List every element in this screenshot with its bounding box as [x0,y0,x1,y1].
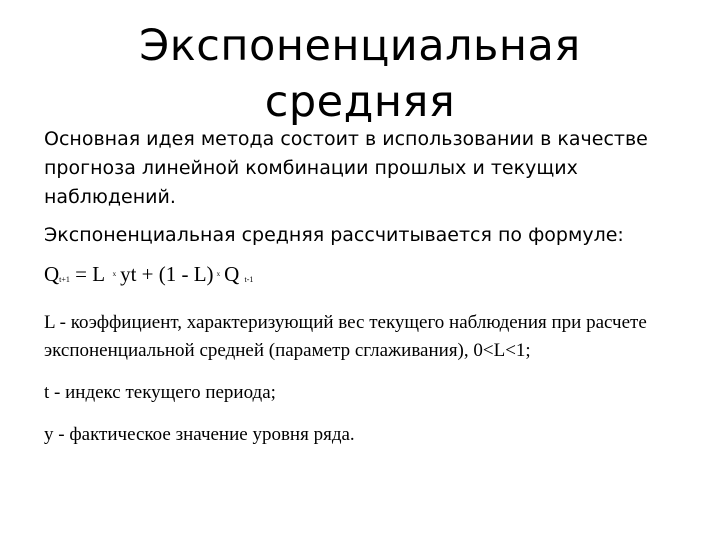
definition-y: y - фактическое значение уровня ряда. [44,424,355,445]
formula-lhs: Q [44,262,60,286]
formula-multiply-sign-1: x [112,270,117,278]
formula-lhs-subscript: t+1 [59,275,70,284]
formula-rhs: Q [224,262,245,286]
paragraph-method-idea: Основная идея метода состоит в использовании в качестве прогноза линейной комбинации прошлых и текущих наблюдений. [44,128,648,208]
formula-middle: yt + (1 - L) [120,262,214,286]
slide-title-line-1: Экспоненциальная [139,21,581,71]
definition-L: L - коэффициент, характеризующий вес текущего наблюдения при расчете экспоненциальной средней (параметр сглаживания), 0<L<1; [44,312,647,361]
formula-rhs-subscript: t-1 [244,275,254,284]
slide-title-line-2: средняя [264,77,456,127]
slide-title [0,18,720,130]
paragraph-formula-intro: Экспоненциальная средняя рассчитывается по формуле: [44,224,624,246]
slide-body [44,125,684,449]
definition-t: t - индекс текущего периода; [44,382,276,403]
formula-equals-L: = L [69,262,110,286]
formula [44,259,684,295]
formula-multiply-sign-2: x [216,270,221,278]
